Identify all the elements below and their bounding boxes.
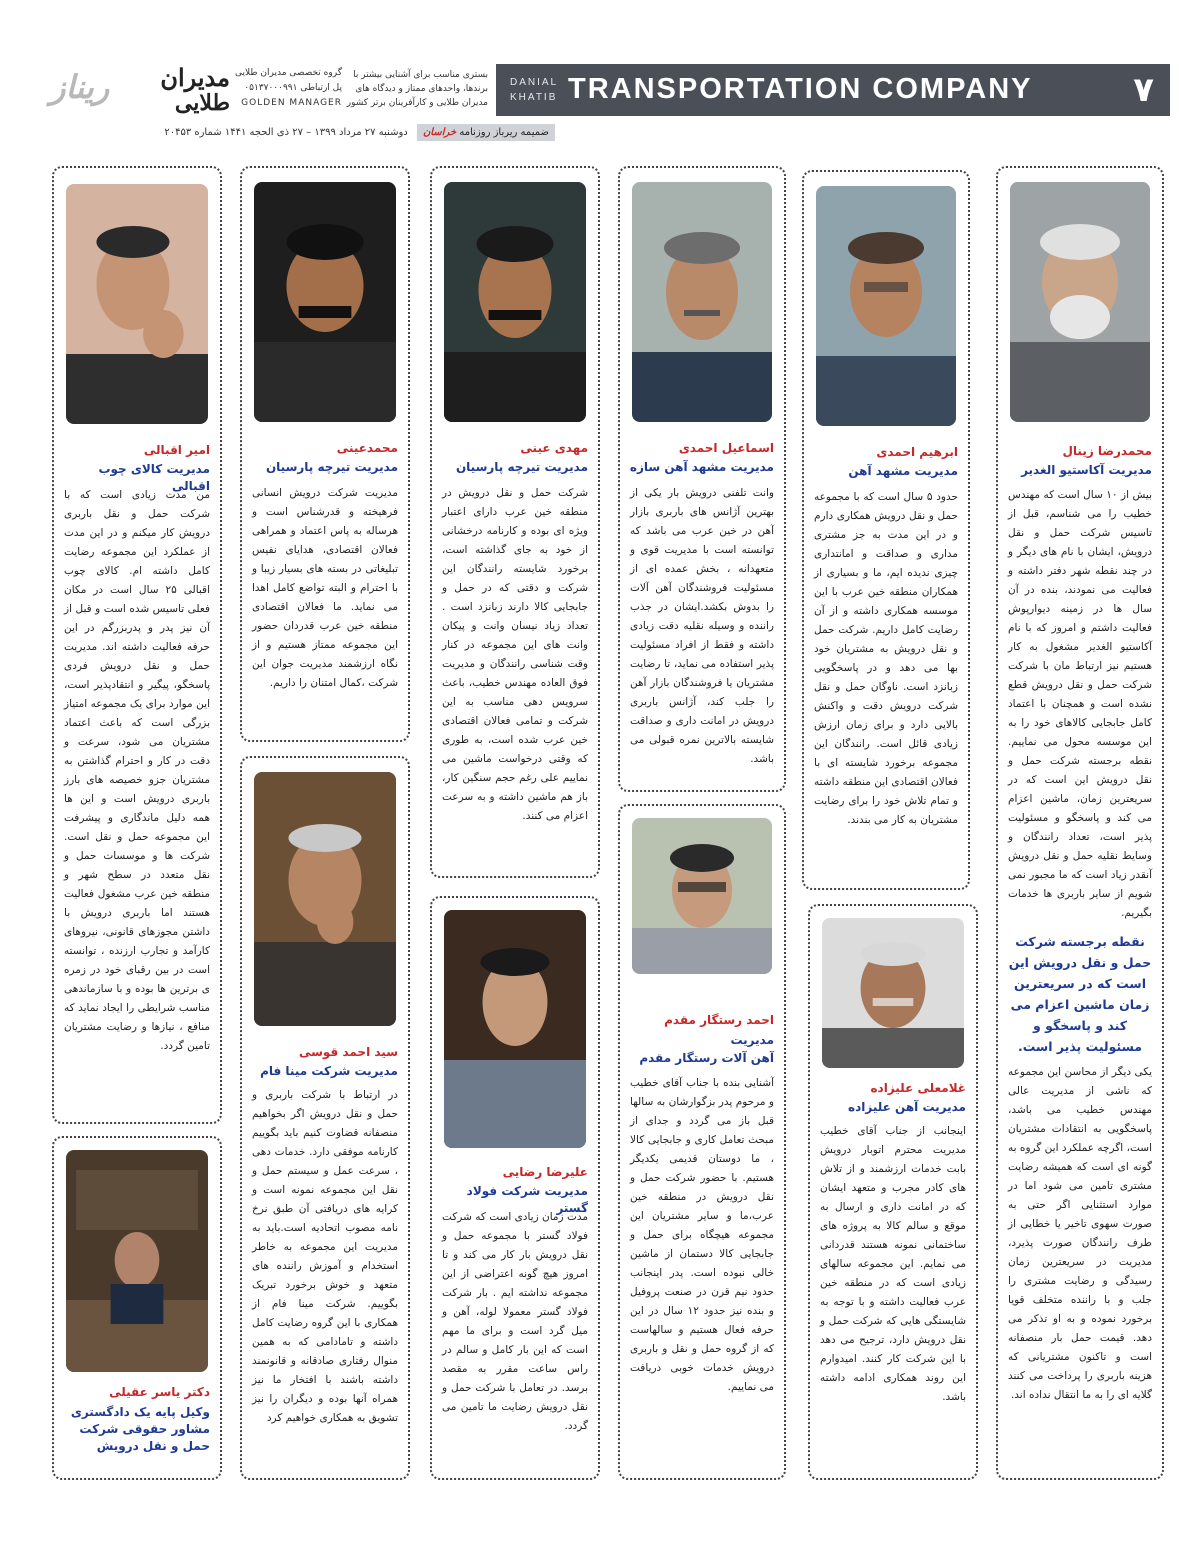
testimonial-card-esmaeil	[618, 166, 786, 792]
supplement-label: ضمیمه ریرباز روزنامه	[459, 127, 549, 138]
newspaper-name: خراسان	[422, 127, 457, 138]
testimonial-card-mohammad	[240, 166, 410, 742]
masthead-logo	[50, 64, 230, 116]
testimonial-card-gholamali	[808, 904, 978, 1480]
person-name: علیرضا رضایی	[502, 1165, 588, 1179]
portrait-photo-icon	[444, 182, 586, 422]
person-name: ابرهیم احمدی	[876, 445, 958, 459]
supplement-badge	[417, 124, 555, 141]
pull-quote: نقطه برجسته شرکت حمل و نقل درویش این است که در سریعترین زمان ماشین اعزام می کند و پاسخگو و مسئولیت پذیر است.	[1008, 934, 1152, 1054]
person-role: مدیریت تیرچه پارسیان	[265, 460, 398, 474]
banner-title: TRANSPORTATION COMPANY	[568, 73, 1033, 105]
person-role: مدیریت تیرچه پارسیان	[455, 460, 588, 474]
testimonial-text: شرکت حمل و نقل درویش در منطقه خین عرب دارای اعتبار ویژه ای بوده و کارنامه درخشانی از خود به جای گذاشته است، برخورد شایسته رانندگان این شرکت و دقتی که در حمل و جابجایی کالا دارند زبانزد است . تعداد زیاد نیسان وانت و پیکان وانت های این مجموعه در کنار وقت شناسی رانندگان و مدیریت فوق العاده مهندس خطیب، باعث سرویس دهی مناسب به این شرکت و تمامی فعالان اقتصادی خین عرب شده است، به طوری که وقتی درخواست ماشین می نماییم علی رغم حجم سنگین کار، باز هم ماشین داشته و به سرعت اعزام می کنند.	[442, 487, 588, 822]
person-role: مدیریت شرکت مینا فام	[260, 1064, 398, 1078]
testimonial-text: من مدت زیادی است که با شرکت حمل و نقل باربری درویش کار میکنم و در این مدت از عملکرد این مجموعه رضایت کامل داشته ام. کالای چوب اقبالی ۲۵ سال است در مکان فعلی تاسیس شده است و قبل از آن نیز پدر و پدربزرگم در این حرفه فعالیت داشته اند. مدیریت حمل و نقل درویش فردی پاسخگو، پیگیر و انتقادپذیر است، این موارد برای یک مجموعه امتیاز بزرگی است که باعث اعتماد مشتریان می شود، سرعت و دقت در کار و احترام گذاشتن به مشتریان جزو خصیصه های بارز باربری درویش است و این ها همه دلیل ماندگاری و پیشرفت این مجموعه حمل و نقل است. شرکت ها و موسسات حمل و نقل متعدد در سطح شهر و منطقه خین عرب مشغول فعالیت هستند اما باربری درویش با داشتن مجوزهای قانونی، نیروهای کارآمد و تجارب ارزنده ، توانسته است در بین رقبای خود در زمره ی برترین ها بوده و با سازماندهی مناسب شرایطی را ایجاد نماید که منافع ، نیازها و رضایت مشتریان تامین گردد.	[64, 489, 210, 1052]
testimonial-card-ebrahim	[802, 170, 970, 890]
person-name: احمد رستگار مقدم	[664, 1013, 774, 1027]
person-name: امیر اقبالی	[143, 443, 210, 457]
person-name: محمدرضا زینال	[1062, 444, 1152, 458]
portrait-photo-icon	[822, 918, 964, 1068]
portrait-photo-icon	[632, 818, 772, 974]
testimonial-card-alireza	[430, 896, 600, 1480]
group-line-2: پل ارتباطی ۰۵۱۳۷۰۰۰۹۹۱	[244, 83, 342, 93]
testimonial-card-mahdi	[430, 166, 600, 878]
group-info	[232, 66, 342, 111]
section-banner	[496, 64, 1170, 116]
person-role: مدیریت آهن علیزاده	[848, 1100, 966, 1114]
person-role-line-1: مدیریت	[730, 1033, 774, 1047]
banner-name-last: KHATIB	[510, 92, 558, 103]
issue-meta	[55, 124, 555, 146]
person-name: محمدعینی	[336, 441, 398, 455]
portrait-photo-icon	[632, 182, 772, 422]
portrait-photo-icon	[254, 182, 396, 422]
group-line-1: گروه تخصصی مدیران طلایی	[235, 68, 342, 78]
portrait-photo-icon	[254, 772, 396, 1026]
testimonial-text: آشنایی بنده با جناب آقای خطیب و مرحوم پدر بزگوارشان به سالها قبل باز می گردد و جدای از مبحث تعامل کاری و جابجایی کالا ، ما دوستان قدیمی یکدیگر هستیم. با حضور شرکت حمل و نقل درویش در منطقه خین عرب،ما و سایر مشتریان این مجموعه هیچگاه برای حمل و جابجایی کالا دستمان از ماشین خالی نبوده است. پدر اینجانب حدود نیم قرن در صنعت پروفیل و بنده نیز حدود ۱۲ سال در این حرفه فعال هستیم و سالهاست که از گروه حمل و نقل و باربری درویش خدمات خوبی دریافت می نماییم.	[630, 1077, 774, 1393]
testimonial-card-seyed	[240, 756, 410, 1480]
person-role: مدیریت شرکت فولاد گستر	[466, 1184, 588, 1215]
group-line-3: GOLDEN MANAGER	[241, 98, 342, 108]
testimonial-text: حدود ۵ سال است که با مجموعه حمل و نقل درویش همکاری دارم و در این مدت به جز مشتری مداری و صداقت و امانتداری چیزی ندیده ایم، ما و بسیاری از همکاران منطقه خین عرب با این موسسه همکاری داشته و از آن رضایت کامل داریم. شرکت حمل و نقل درویش به مشتریان خود بها می دهد و در پاسخگویی زبانزد است. ناوگان حمل و نقل شرکت درویش دقت و واکنش بالایی دارد و برای زمان ارزش زیادی قائل است. رانندگان این مجموعه برخورد شایسته ای با فعالان اقتصادی این منطقه داشته و تمام تلاش خود را برای رضایت مشتریان به کار می بندند.	[813, 491, 958, 826]
person-name: غلامعلی علیزاده	[870, 1081, 966, 1095]
person-role: مدیریت کالای چوب اقبالی	[98, 462, 210, 493]
portrait-photo-icon	[66, 1150, 208, 1372]
testimonial-card-amir	[52, 166, 222, 1124]
logo-main-text: مدیران	[160, 63, 230, 92]
testimonial-card-ahmad	[618, 804, 786, 1480]
logo-sub-text: طلایی	[174, 90, 230, 116]
portrait-photo-icon	[66, 184, 208, 424]
testimonial-text	[1008, 486, 1152, 1405]
masthead-tagline: بستری مناسب برای آشنایی بیشتر با برندها، واحدهای ممتاز و دیدگاه های مدیران طلایی و کارآفرینان برتر کشور	[346, 70, 488, 108]
person-role: مدیریت مشهد آهن	[848, 464, 958, 478]
testimonial-text: در ارتباط با شرکت باربری و حمل و نقل درویش اگر بخواهیم منصفانه قضاوت کنیم باید بگوییم کارنامه موفقی دارد. خدمات دهی ، سرعت عمل و سیستم حمل و نقل این مجموعه نمونه است و کرایه های دریافتی آن طبق نرخ نامه مصوب اتحادیه است.باید به مدیریت این مجموعه به خاطر استخدام و آموزش راننده های متعهد و خوش برخورد تبریک بگوییم. شرکت مینا فام از همکاری با این گروه رضایت کامل داشته و تامادامی که به همین منوال رفتاری صادقانه و قانونمند داشته باشند با افتخار ما نیز همراه آنها بوده و دیگران را نیز تشویق به همکاری خواهیم کرد	[252, 1089, 398, 1424]
testimonial-card-yaser	[52, 1136, 222, 1480]
testimonial-paragraph-2: یکی دیگر از محاسن این مجموعه که ناشی از مدیریت عالی مهندس خطیب می باشد، پاسخگویی به انتقادات مشتریان است، اگرچه عملکرد این گروه به گونه ای است که همیشه رضایت مشتری تامین می شود اما در موارد استثنایی اگر حتی به صورت سهوی تاخیر یا خطایی از طرف رانندگان صورت پذیرد، مدیریت در سریعترین زمان رسیدگی و رضایت مشتری را جلب و با راننده متخلف قویا برخورد نموده و به او تذکر می دهد. قیمت حمل بار منصفانه است و تاکنون مشتریانی که هزینه باربری را پرداخت می کنند گلایه ای را به ما انتقال نداده اند.	[1008, 1066, 1152, 1401]
testimonial-text: اینجانب از جناب آقای خطیب مدیریت محترم اتوبار درویش بابت خدمات ارزشمند و از تلاش های کادر مجرب و متعهد ایشان که در امانت داری و ارسال به موقع و سالم کالا به پروژه های ساختمانی نمونه هستند قدردانی می نمایم. این مجموعه سالهای زیادی است که در منطقه خین عرب فعالیت داشته و با توجه به شایستگی هایی که شرکت حمل و نقل درویش دارد، ترجیح می دهد با این شرکت کار کنند. امیدوارم این روند همکاری ادامه داشته باشد.	[820, 1125, 966, 1403]
issue-date: دوشنبه ۲۷ مرداد ۱۳۹۹ – ۲۷ ذی الحجه ۱۴۴۱ شماره ۲۰۴۵۳	[164, 127, 408, 138]
person-name: مهدی عینی	[520, 441, 588, 455]
portrait-photo-icon	[816, 186, 956, 426]
banner-name-first: DANIAL	[510, 77, 559, 88]
person-role: مدیریت مشهد آهن سازه	[629, 460, 774, 474]
person-role: مدیریت آکاستیو الغدیر	[1021, 463, 1152, 477]
banner-person-name	[510, 75, 560, 105]
testimonial-text: وانت تلفنی درویش بار یکی از بهترین آژانس های باربری بازار آهن در خین عرب می باشد که توانسته است با مدیریت قوی و متعهدانه ، بخش عمده ای از مسئولیت فروشندگان آهن آلات را بدوش بکشد.ایشان در جذب راننده و وسیله نقلیه دقت زیادی داشته و فقط از افراد مسئولیت پذیر استفاده می نماید، تا رضایت مشتریان یا فروشندگان بازار آهن را جلب کند، آژانس باربری درویش در امانت داری و صداقت شایسته بالاترین نمره قبولی می باشد.	[630, 487, 774, 765]
page-number: ۷	[1133, 70, 1154, 110]
portrait-photo-icon	[1010, 182, 1150, 422]
page-header	[50, 64, 1170, 116]
person-role-line-2: آهن آلات رستگار مقدم	[639, 1051, 774, 1065]
logo-script-text: ریناز	[50, 68, 110, 106]
person-name: اسماعیل احمدی	[678, 441, 774, 455]
testimonial-paragraph: بیش از ۱۰ سال است که مهندس خطیب را می شناسم، قبل از تاسیس شرکت حمل و نقل درویش، ایشان با نام های دیگر و در چند نقطه شهر دفتر داشته و فعالیت می نمودند، بنده در آن سال ها در زمینه دیوارپوش فعالیت داشتم و امروز که با نام آکاستیو الغدیر مشغول به کار هستیم نیز ارتباط مان با شرکت شرکت حمل و نقل درویش قطع نشده است و همچنان با اعتماد کامل جابجایی کالاهای خود را به این موسسه محول می نماییم. نقطه برجسته شرکت حمل و نقل درویش این است که در سریعترین زمان، ماشین اعزام می کند و پاسخگو و مسئولیت پذیر است، تعداد رانندگان و وسایط نقلیه حمل و نقل درویش آنقدر زیاد است که ما مجبور نمی شویم از سایر باربری ها خدمات بگیریم.	[1008, 489, 1152, 919]
testimonial-card-zeinal	[996, 166, 1164, 1480]
person-role: وکیل پایه یک دادگستری مشاور حقوقی شرکت حمل و نقل درویش	[70, 1405, 210, 1453]
portrait-photo-icon	[444, 910, 586, 1148]
testimonial-text: مدیریت شرکت درویش انسانی فرهیخته و قدرشناس است و هرساله به پاس اعتماد و همراهی فعالان اقتصادی، هدایای نفیس تبلیغاتی در بسته های بسیار زیبا و با احترام و البته تواضع کامل اهدا می نماید. ما فعالان اقتصادی منطقه خین عرب قدردان حضور این مجموعه ممتاز هستیم و از نگاه ارزشمند مدیریت جوان این شرکت ،کمال امتنان را داریم.	[252, 487, 398, 689]
person-name: دکتر یاسر عقیلی	[109, 1385, 210, 1399]
testimonial-text: مدت زمان زیادی است که شرکت فولاد گستر با مجموعه حمل و نقل درویش بار کار می کند و تا امروز هیچ گونه اعتراضی از این مجموعه نداشته ایم . بار شرکت فولاد گستر معمولا لوله، آهن و میل گرد است و برای ما مهم است که این بار کامل و سالم در راس ساعت مقرر به مقصد برسد. در تعامل با شرکت حمل و نقل درویش رضایت ما تامین می گردد.	[442, 1211, 588, 1432]
person-name: سید احمد قوسی	[298, 1045, 398, 1059]
